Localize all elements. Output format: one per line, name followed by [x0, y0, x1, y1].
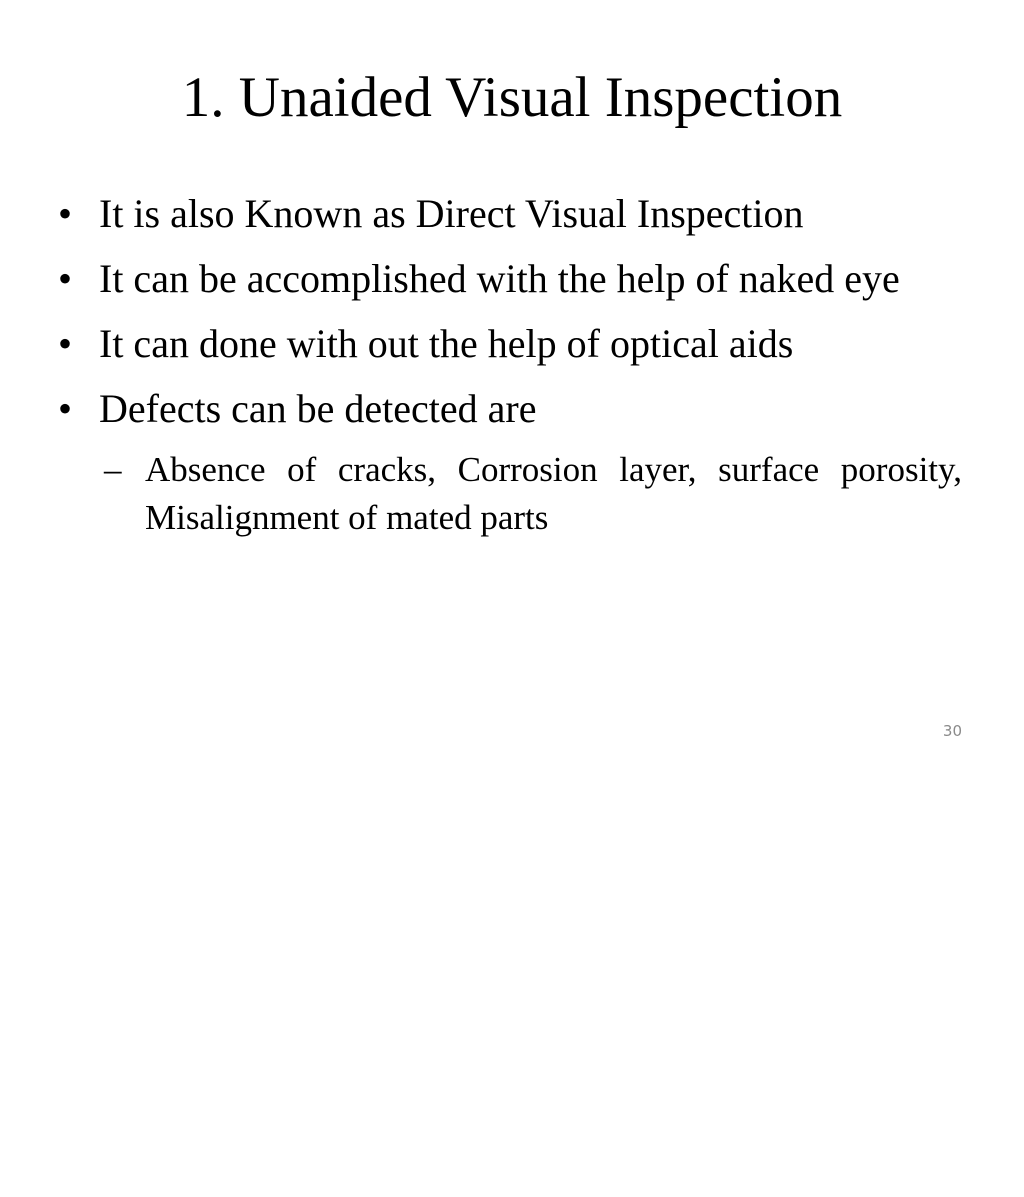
bullet-item: [58, 251, 962, 307]
bullet-icon: •: [58, 256, 73, 301]
bullet-item: [58, 381, 962, 437]
page-number: 30: [942, 722, 962, 740]
bullet-item: [58, 186, 962, 242]
bullet-icon: •: [58, 386, 73, 431]
bullet-text: Defects can be detected are: [99, 386, 537, 431]
bullet-text: It can be accomplished with the help of naked eye: [99, 256, 900, 301]
bullet-list: [58, 186, 962, 542]
bullet-icon: •: [58, 191, 73, 236]
bullet-icon: •: [58, 321, 73, 366]
sub-bullet-text: Absence of cracks, Corrosion layer, surface porosity, Misalignment of mated parts: [145, 450, 962, 537]
bullet-item: [58, 316, 962, 372]
dash-icon: –: [104, 450, 122, 489]
bullet-text: It can done with out the help of optical aids: [99, 321, 794, 366]
bullet-text: It is also Known as Direct Visual Inspection: [99, 191, 804, 236]
sub-bullet-item: [104, 446, 962, 542]
slide-title: 1. Unaided Visual Inspection: [181, 66, 843, 129]
